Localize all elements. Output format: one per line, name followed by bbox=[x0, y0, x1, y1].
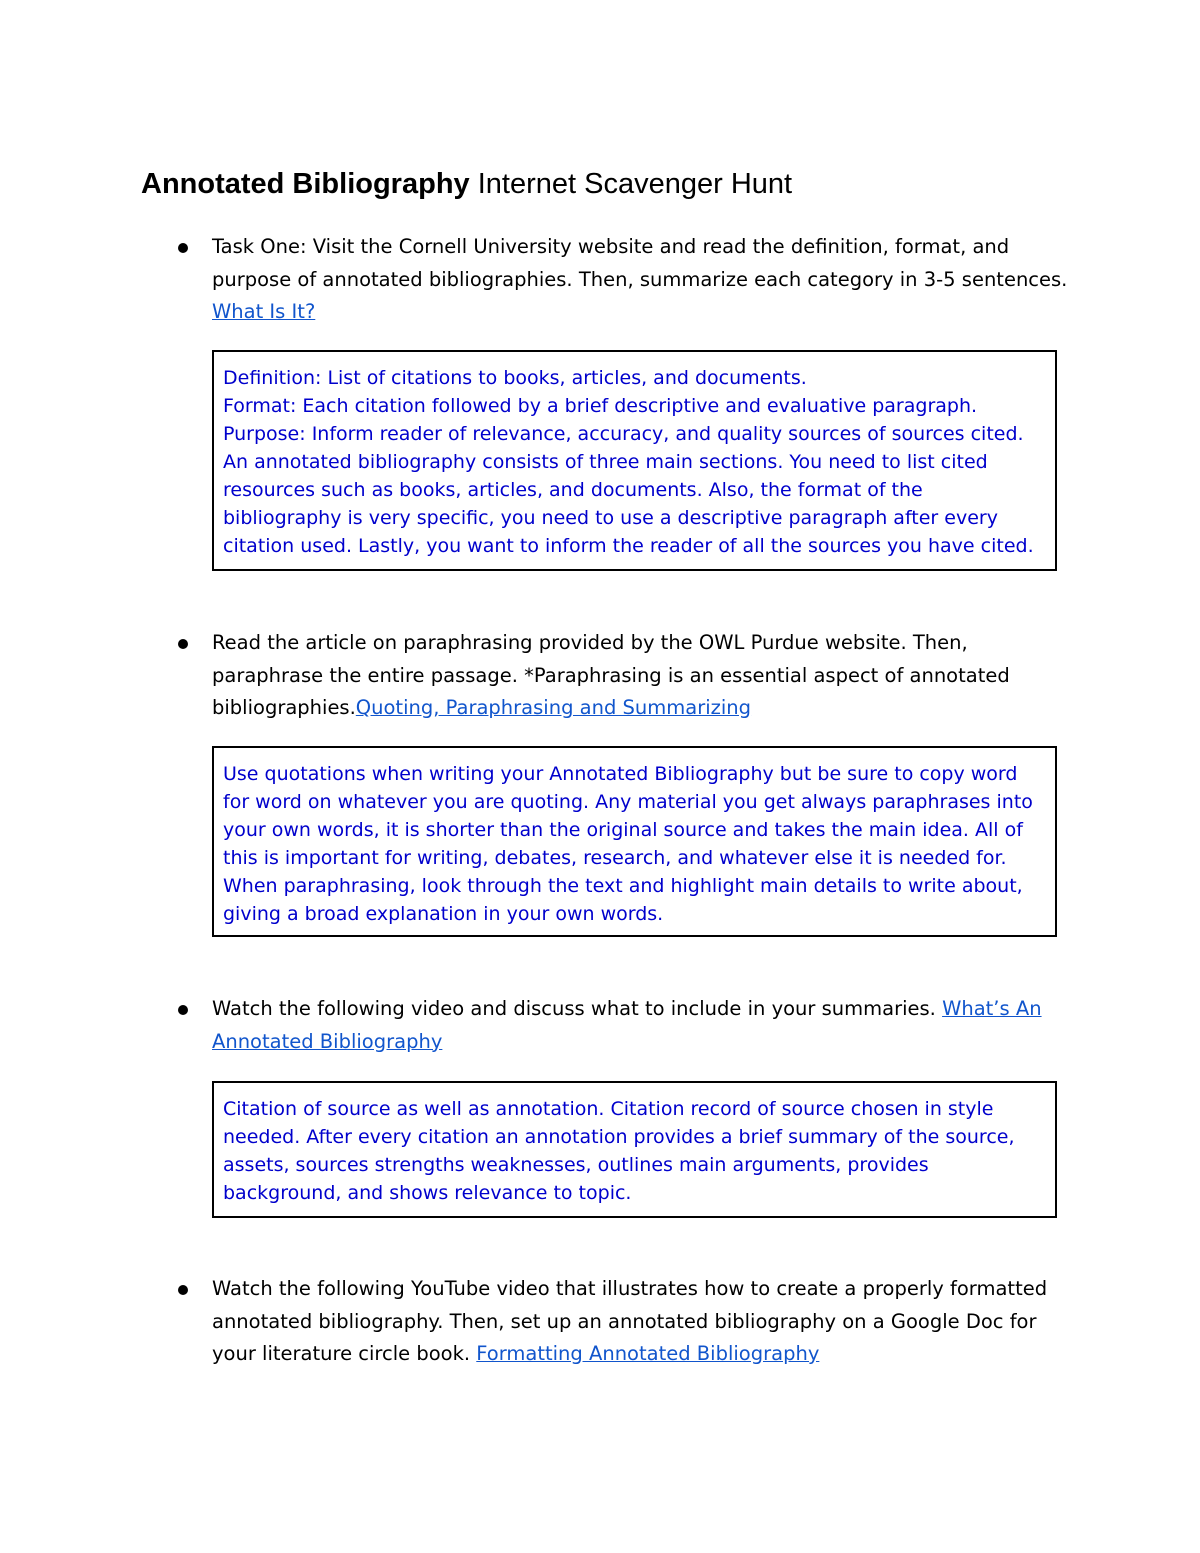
task-item-1 bbox=[212, 231, 1082, 329]
task-2-text: Read the article on paraphrasing provided by the OWL Purdue website. Then, paraphrase the entire passage. *Paraphrasing is an essential aspect of annotated bibliographies. bbox=[212, 631, 1010, 719]
answer-1-definition: Definition: List of citations to books, articles, and documents. bbox=[223, 367, 807, 389]
task-1-text: Task One: Visit the Cornell University website and read the definition, format, and purpose of annotated bibliographies. Then, summarize each category in 3-5 sentences. bbox=[212, 235, 1068, 291]
task-item-2 bbox=[212, 627, 1082, 725]
title-bold-part: Annotated Bibliography bbox=[141, 168, 470, 200]
what-is-it-link[interactable]: What Is It? bbox=[212, 300, 316, 323]
answer-1-purpose: Purpose: Inform reader of relevance, accuracy, and quality sources of sources cited. bbox=[223, 423, 1024, 445]
answer-box-3[interactable] bbox=[212, 1081, 1057, 1218]
answer-1-format: Format: Each citation followed by a brief descriptive and evaluative paragraph. bbox=[223, 395, 978, 417]
task-item-3 bbox=[212, 993, 1082, 1058]
bullet-icon bbox=[178, 1285, 188, 1295]
whats-an-annotated-bibliography-link[interactable]: What’s An Annotated Bibliography bbox=[212, 997, 1042, 1053]
task-item-4 bbox=[212, 1273, 1082, 1371]
bullet-icon bbox=[178, 1005, 188, 1015]
task-4-text: Watch the following YouTube video that illustrates how to create a properly formatted annotated bibliography. Then, set up an annotated bibliography on a Google Doc for your literature circle book. bbox=[212, 1277, 1048, 1365]
answer-box-2[interactable] bbox=[212, 746, 1057, 937]
title-rest-part: Internet Scavenger Hunt bbox=[469, 168, 793, 200]
answer-2-text: Use quotations when writing your Annotated Bibliography but be sure to copy word for word on whatever you are quoting. Any material you get always paraphrases into your own words, it is shorter than the original source and takes the main idea. All of this is important for writing, debates, research, and whatever else it is needed for. When paraphrasing, look through the text and highlight main details to write about, giving a broad explanation in your own words. bbox=[223, 763, 1033, 925]
answer-box-1[interactable] bbox=[212, 350, 1057, 571]
task-3-text: Watch the following video and discuss what to include in your summaries. bbox=[212, 997, 943, 1020]
answer-1-summary: An annotated bibliography consists of three main sections. You need to list cited resources such as books, articles, and documents. Also, the format of the bibliography is very specific, you need to use a descriptive paragraph after every citation used. Lastly, you want to inform the reader of all the sources you have cited. bbox=[223, 451, 1034, 557]
quoting-paraphrasing-link[interactable]: Quoting, Paraphrasing and Summarizing bbox=[355, 696, 752, 719]
formatting-annotated-bibliography-link[interactable]: Formatting Annotated Bibliography bbox=[476, 1342, 820, 1365]
bullet-icon bbox=[178, 243, 188, 253]
bullet-icon bbox=[178, 639, 188, 649]
page-title bbox=[141, 166, 792, 202]
answer-3-text: Citation of source as well as annotation. Citation record of source chosen in style needed. After every citation an annotation provides a brief summary of the source, assets, sources strengths weaknesses, outlines main arguments, provides background, and shows relevance to topic. bbox=[223, 1098, 1015, 1204]
